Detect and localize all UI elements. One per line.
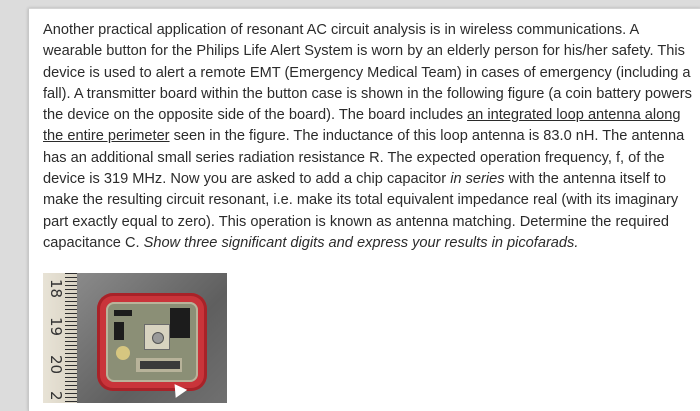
push-button-switch [144, 324, 170, 350]
document-page [28, 8, 700, 411]
pcb-inner-area [106, 302, 198, 382]
smd-component-row [140, 361, 180, 369]
ic-chip [170, 308, 190, 338]
problem-text-part3: with the antenna itself to make the resulting circuit resonant, i.e. make its total equivalent impedance real (with its imaginary part exactly equal to zero). This operation is known as antenna matching. Determine the required capacitance C. [43, 171, 679, 251]
ruler-label-18: 18 [47, 279, 65, 299]
ruler-ticks [65, 273, 77, 403]
transmitter-board-photo [43, 273, 227, 403]
ruler [43, 273, 77, 403]
ruler-label-21: 2 [47, 391, 65, 401]
solder-pad [116, 346, 130, 360]
ruler-label-19: 19 [47, 317, 65, 337]
smd-component [114, 310, 132, 316]
ruler-label-20: 20 [47, 355, 65, 375]
smd-component [114, 322, 124, 340]
problem-text-part2: seen in the figure. The inductance of this loop antenna is 83.0 nH. The antenna has an additional small series radiation resistance R. The expected operation frequency, f, of the device is 319 MHz. Now you are asked to add a chip capacitor [43, 128, 685, 188]
problem-statement [43, 20, 693, 254]
in-series-italic: in series [450, 171, 505, 188]
problem-text-part1: Another practical application of resonant AC circuit analysis is in wireless communications. A wearable button for the Philips Life Alert System is worn by an elderly person for his/her safety. This device is used to alert a remote EMT (Emergency Medical Team) in cases of emergency (including a fall). A transmitter board within the button case is shown in the following figure (a coin battery powers the device on the opposite side of the board). The board includes [43, 22, 692, 124]
antenna-underlined-phrase: an integrated loop antenna along the entire perimeter [43, 107, 681, 145]
instructions-italic: Show three significant digits and express your results in picofarads. [143, 234, 579, 251]
pcb-board [97, 293, 207, 391]
